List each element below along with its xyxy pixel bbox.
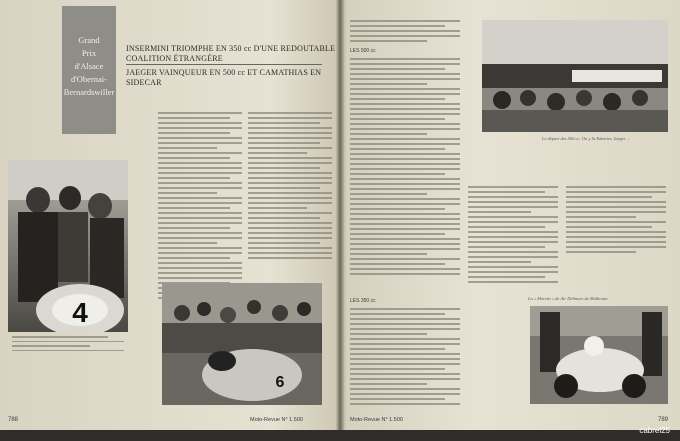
right-article-column-2 — [468, 186, 558, 286]
title-line: d'Alsace — [74, 61, 104, 71]
article-column-1 — [158, 112, 242, 302]
bottom-band — [0, 430, 680, 441]
photo-sidecar-image — [162, 283, 322, 405]
page-number-left: 788 — [8, 417, 19, 423]
caption-500cc-start — [542, 136, 662, 142]
headline-sub: JAEGER VAINQUEUR EN 500 cc ET CAMATHIAS EN SIDECAR — [126, 68, 322, 87]
photo-500cc-start — [482, 20, 668, 132]
title-line: Bernardswiller — [63, 87, 115, 97]
race-number-4: 4 — [72, 297, 88, 328]
title-line: d'Obernai- — [71, 74, 107, 84]
vertical-title — [62, 34, 116, 99]
right-article-column-1c — [350, 308, 460, 408]
right-article-column-1 — [350, 20, 460, 45]
footer-left: Moto-Revue N° 1.500 — [250, 417, 303, 423]
photo-riders-image — [8, 160, 128, 332]
section-label-350: LES 350 cc — [350, 298, 376, 304]
caption-text: La « Moretti » de Air Délinaro de Mulhouse — [528, 296, 608, 301]
title-line: Prix — [81, 48, 97, 58]
photo-sidecar-crowd — [162, 283, 322, 405]
caption-photo-1 — [12, 336, 124, 354]
caption-moretti — [528, 296, 668, 302]
footer-right: Moto-Revue N° 1.500 — [350, 417, 403, 423]
photo-moretti-racer — [530, 306, 668, 404]
article-column-2 — [248, 112, 332, 262]
caption-text: Le départ des 500 cc. On y lit Edmeier, Jaeger ... — [542, 136, 631, 141]
title-line: Grand — [78, 35, 100, 45]
left-page — [0, 0, 338, 441]
photo-riders-with-sidecar — [8, 160, 128, 332]
section-label-500: LES 500 cc — [350, 48, 376, 54]
page-number-right: 789 — [658, 417, 669, 423]
photo-moretti-image — [530, 306, 668, 404]
right-article-column-3 — [566, 186, 666, 256]
headline-rule — [126, 64, 322, 65]
right-article-column-1b — [350, 58, 460, 278]
race-number-6: 6 — [275, 374, 285, 391]
photo-start-image — [482, 20, 668, 132]
watermark: cabrel25 — [639, 426, 670, 435]
right-page — [342, 0, 680, 441]
headline-main: INSERMINI TRIOMPHE EN 350 cc D'UNE REDOUTABLE COALITION ÉTRANGÈRE — [126, 44, 336, 63]
